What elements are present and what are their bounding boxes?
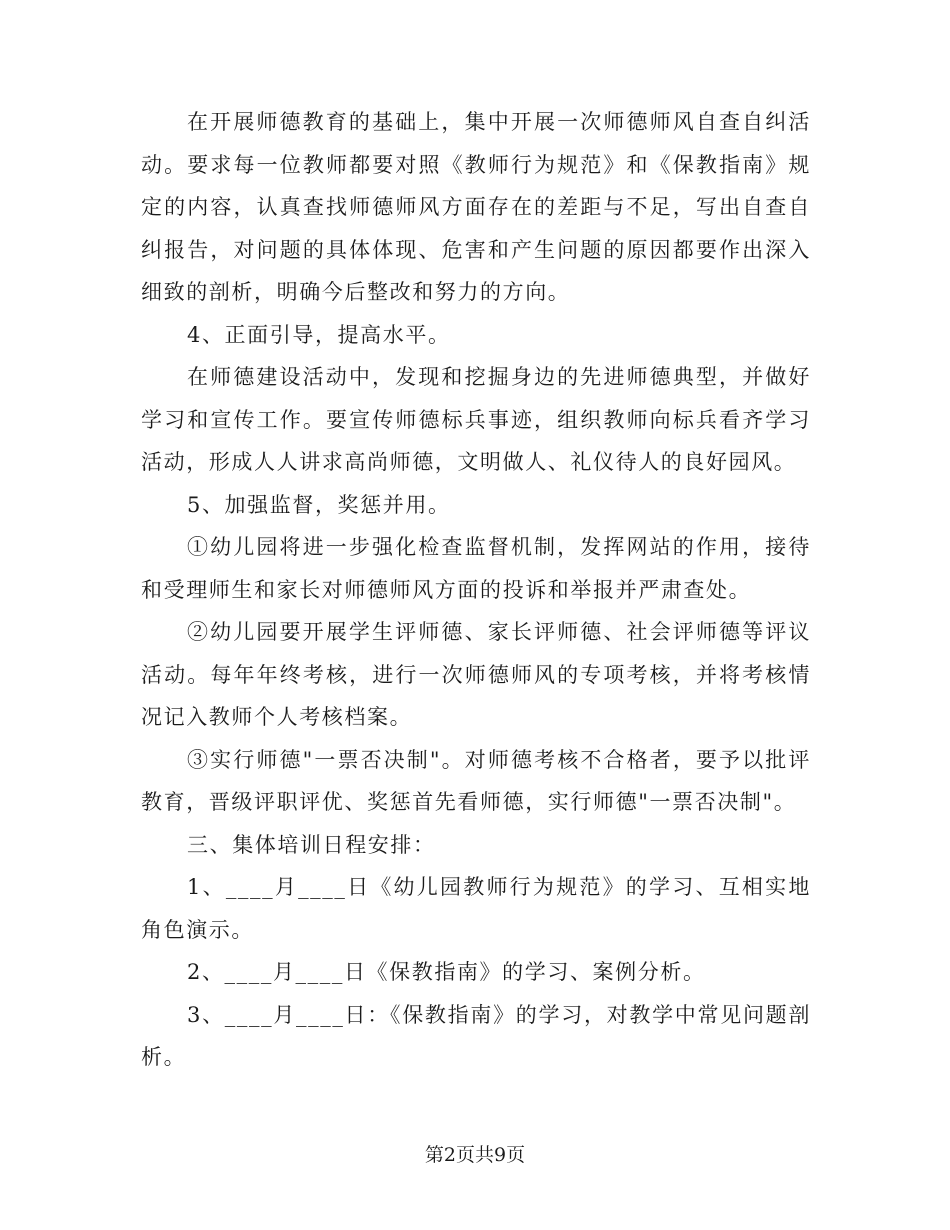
paragraph-supervision-1: ①幼儿园将进一步强化检查监督机制，发挥网站的作用，接待和受理师生和家长对师德师风方面的投诉和举报并严肃查处。 — [141, 535, 811, 602]
page-number: 第2页共9页 — [424, 1144, 526, 1166]
paragraph-supervision-2: ②幼儿园要开展学生评师德、家长评师德、社会评师德等评议活动。每年年终考核，进行一次师德师风的专项考核，并将考核情况记入教师个人考核档案。 — [141, 620, 811, 729]
schedule-item-1: 1、____月____日《幼儿园教师行为规范》的学习、互相实地角色演示。 — [141, 875, 811, 942]
heading-positive-guidance: 4、正面引导，提高水平。 — [187, 322, 451, 347]
document-body — [141, 101, 811, 1079]
heading-supervision: 5、加强监督，奖惩并用。 — [187, 492, 451, 517]
paragraph-supervision-3: ③实行师德"一票否决制"。对师德考核不合格者，要予以批评教育，晋级评职评优、奖惩首先看师德，实行师德"一票否决制"。 — [141, 747, 811, 814]
schedule-item-3: 3、____月____日：《保教指南》的学习，对教学中常见问题剖析。 — [141, 1002, 811, 1069]
heading-training-schedule: 三、集体培训日程安排： — [187, 832, 436, 857]
paragraph-role-models: 在师德建设活动中，发现和挖掘身边的先进师德典型，并做好学习和宣传工作。要宣传师德标兵事迹，组织教师向标兵看齐学习活动，形成人人讲求高尚师德，文明做人、礼仪待人的良好园风。 — [141, 365, 811, 474]
schedule-item-2: 2、____月____日《保教指南》的学习、案例分析。 — [187, 960, 706, 984]
paragraph-self-inspection: 在开展师德教育的基础上，集中开展一次师德师风自查自纠活动。要求每一位教师都要对照《教师行为规范》和《保教指南》规定的内容，认真查找师德师风方面存在的差距与不足，写出自查自纠报告，对问题的具体体现、危害和产生问题的原因都要作出深入细致的剖析，明确今后整改和努力的方向。 — [141, 110, 811, 304]
